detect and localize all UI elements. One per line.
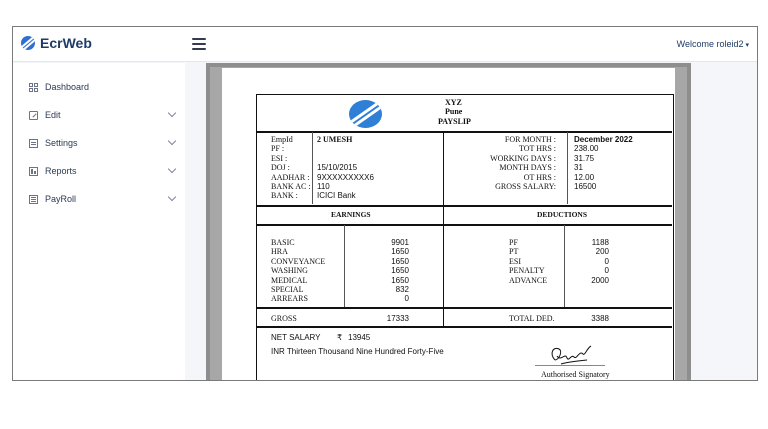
- value-tot-hrs: 238.00: [574, 144, 599, 154]
- value-doj: 15/10/2015: [317, 163, 358, 173]
- brand-name: EcrWeb: [40, 35, 92, 51]
- label-pf-ded: PF: [509, 238, 518, 247]
- label-washing: WASHING: [271, 266, 308, 276]
- total-ded-value: 3388: [591, 314, 609, 323]
- pdf-viewer[interactable]: [206, 63, 691, 381]
- sidebar-item-label: PayRoll: [45, 194, 77, 204]
- chevron-down-icon[interactable]: [168, 137, 176, 145]
- label-medical: MEDICAL: [271, 275, 308, 285]
- total-ded-label: TOTAL DED.: [509, 314, 555, 323]
- brand[interactable]: [21, 35, 92, 51]
- label-working-days: WORKING DAYS :: [490, 153, 556, 163]
- value-working-days: 31.75: [574, 153, 595, 163]
- edit-icon: [29, 111, 38, 120]
- dashboard-grid-icon: [29, 83, 38, 92]
- settings-icon: [29, 139, 38, 148]
- user-menu[interactable]: [677, 39, 749, 49]
- divider: [257, 307, 672, 309]
- company-city: Pune: [445, 107, 463, 116]
- right-panel: [692, 63, 757, 381]
- authorised-signatory: Authorised Signatory: [541, 370, 610, 379]
- sidebar: [13, 63, 185, 381]
- label-penalty: PENALTY: [509, 266, 545, 276]
- value-medical: 1650: [391, 275, 409, 285]
- value-month-days: 31: [574, 163, 583, 173]
- value-ot-hrs: 12.00: [574, 172, 595, 182]
- deductions-labels: [509, 238, 547, 285]
- value-for-month: December 2022: [574, 135, 633, 144]
- divider: [257, 326, 672, 328]
- value-hra: 1650: [391, 247, 409, 257]
- divider: [564, 225, 565, 307]
- top-bar: [13, 27, 757, 62]
- summary-values: [574, 135, 633, 191]
- sidebar-item-label: Edit: [45, 110, 61, 120]
- sidebar-item-label: Settings: [45, 138, 78, 148]
- pdf-page: [222, 68, 675, 381]
- sidebar-item-label: Reports: [45, 166, 77, 176]
- value-advance: 2000: [591, 275, 609, 285]
- earnings-header: EARNINGS: [331, 210, 371, 219]
- divider: [535, 365, 605, 366]
- sidebar-item-label: Dashboard: [45, 82, 90, 92]
- value-conveyance: 1650: [391, 256, 409, 266]
- sidebar-item-settings[interactable]: [29, 135, 179, 151]
- label-ot-hrs: OT HRS :: [523, 172, 556, 182]
- sidebar-item-edit[interactable]: [29, 107, 179, 123]
- chevron-down-icon[interactable]: [168, 165, 176, 173]
- welcome-text: Welcome roleid2: [676, 39, 744, 49]
- employee-values: [317, 135, 374, 201]
- label-for-month: FOR MONTH :: [504, 135, 556, 144]
- chevron-down-icon[interactable]: [168, 193, 176, 201]
- label-advance: ADVANCE: [509, 275, 548, 285]
- value-pt: 200: [595, 247, 609, 257]
- divider: [257, 131, 672, 133]
- sidebar-item-reports[interactable]: [29, 163, 179, 179]
- payroll-icon: [29, 195, 38, 204]
- divider: [257, 205, 672, 207]
- label-hra: HRA: [271, 247, 288, 257]
- amount-in-words: INR Thirteen Thousand Nine Hundred Forty-Five: [271, 347, 444, 356]
- label-special: SPECIAL: [271, 285, 304, 295]
- value-bank: ICICI Bank: [317, 191, 356, 201]
- label-bank: BANK :: [271, 191, 298, 201]
- label-pt: PT: [509, 247, 519, 257]
- company-name: XYZ: [445, 98, 462, 107]
- summary-labels: [481, 135, 556, 191]
- currency-symbol: ₹: [337, 333, 343, 342]
- label-bank-ac: BANK AC :: [271, 182, 311, 192]
- label-gross-salary: GROSS SALARY:: [495, 182, 556, 192]
- label-empid: EmpId: [271, 135, 293, 144]
- label-esi-ded: ESI: [509, 256, 521, 266]
- value-special: 832: [395, 285, 409, 295]
- divider: [567, 132, 568, 204]
- label-doj: DOJ :: [271, 163, 290, 173]
- label-esi: ESI :: [271, 153, 288, 163]
- sidebar-item-dashboard[interactable]: [29, 79, 179, 95]
- value-pf: [317, 144, 374, 153]
- value-gross-salary: 16500: [574, 182, 597, 192]
- caret-down-icon: ▾: [745, 42, 749, 49]
- net-salary-label: NET SALARY: [271, 333, 321, 342]
- company-logo-icon: [349, 100, 382, 128]
- earnings-values: [377, 238, 409, 304]
- value-bank-ac: 110: [317, 182, 330, 191]
- value-washing: 1650: [391, 266, 409, 276]
- deductions-values: [577, 238, 609, 285]
- payslip: [256, 94, 674, 381]
- divider: [257, 224, 672, 226]
- label-tot-hrs: TOT HRS :: [518, 144, 556, 154]
- app-window: [12, 26, 758, 381]
- value-esi-ded: 0: [604, 256, 609, 266]
- gross-value: 17333: [386, 314, 409, 323]
- net-salary-value: 13945: [348, 333, 371, 342]
- ecrweb-logo-icon: [21, 36, 35, 50]
- value-esi: [317, 154, 374, 163]
- divider: [312, 132, 313, 204]
- employee-labels: [271, 135, 311, 201]
- label-basic: BASIC: [271, 238, 295, 247]
- chevron-down-icon[interactable]: [168, 109, 176, 117]
- hamburger-menu-icon[interactable]: [192, 38, 206, 50]
- label-conveyance: CONVEYANCE: [271, 256, 326, 266]
- reports-icon: [29, 167, 38, 176]
- value-empid-name: 2 UMESH: [317, 135, 353, 144]
- value-pf-ded: 1188: [591, 238, 609, 247]
- value-penalty: 0: [604, 266, 609, 276]
- label-pf: PF :: [271, 144, 285, 154]
- value-arrears: 0: [404, 294, 409, 304]
- value-basic: 9901: [391, 238, 409, 247]
- signature-icon: [547, 340, 595, 368]
- sidebar-item-payroll[interactable]: [29, 191, 179, 207]
- earnings-labels: [271, 238, 325, 304]
- divider: [344, 225, 345, 307]
- label-aadhar: AADHAR :: [271, 172, 310, 182]
- gross-label: GROSS: [271, 314, 297, 323]
- pdf-viewer-frame: [210, 67, 687, 381]
- value-aadhar: 9XXXXXXXXX6: [317, 172, 374, 182]
- deductions-header: DEDUCTIONS: [537, 210, 588, 219]
- label-month-days: MONTH DAYS :: [499, 163, 556, 173]
- payslip-title: PAYSLIP: [438, 117, 471, 126]
- label-arrears: ARREARS: [271, 294, 308, 304]
